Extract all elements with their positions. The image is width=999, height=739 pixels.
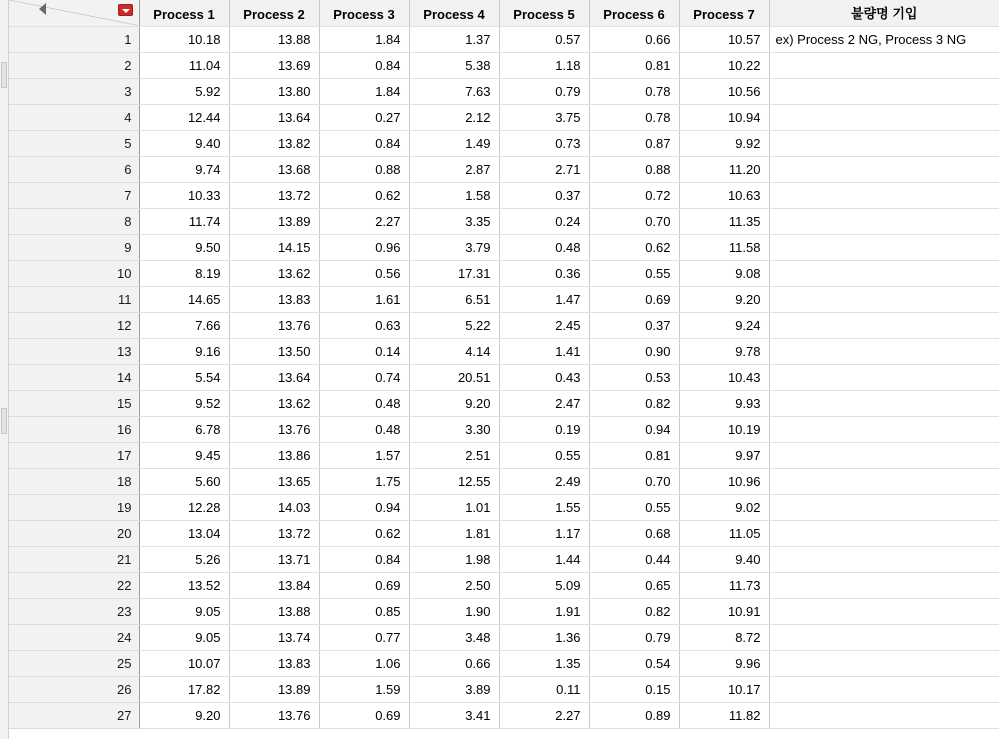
row-number-cell[interactable]: 13: [9, 338, 139, 364]
row-number-cell[interactable]: 10: [9, 260, 139, 286]
cell-process-1[interactable]: 9.74: [139, 156, 229, 182]
table-row[interactable]: [9, 130, 999, 156]
grid-body: [9, 26, 999, 728]
panel-resize-handle-top[interactable]: [1, 62, 7, 88]
cell-process-4[interactable]: 3.30: [409, 416, 499, 442]
grid-corner-cell[interactable]: [9, 0, 139, 26]
table-row[interactable]: [9, 260, 999, 286]
cell-process-4[interactable]: 20.51: [409, 364, 499, 390]
cell-process-3[interactable]: 0.62: [319, 182, 409, 208]
panel-resize-handle-bottom[interactable]: [1, 408, 7, 434]
cell-process-1[interactable]: 11.74: [139, 208, 229, 234]
cell-process-3[interactable]: 0.84: [319, 130, 409, 156]
cell-process-3[interactable]: 2.27: [319, 208, 409, 234]
cell-process-5[interactable]: 0.43: [499, 364, 589, 390]
cell-process-3[interactable]: 0.63: [319, 312, 409, 338]
cell-process-2[interactable]: 13.64: [229, 364, 319, 390]
cell-process-2[interactable]: 13.72: [229, 520, 319, 546]
table-row[interactable]: [9, 572, 999, 598]
cell-defect-note[interactable]: [769, 52, 999, 78]
cell-defect-note[interactable]: [769, 182, 999, 208]
cell-process-4[interactable]: 2.87: [409, 156, 499, 182]
cell-defect-note[interactable]: [769, 286, 999, 312]
cell-process-4[interactable]: 1.01: [409, 494, 499, 520]
cell-process-4[interactable]: 17.31: [409, 260, 499, 286]
cell-process-7[interactable]: 8.72: [679, 624, 769, 650]
data-grid: [9, 0, 999, 729]
cell-process-2[interactable]: 13.76: [229, 312, 319, 338]
cell-process-3[interactable]: 0.69: [319, 572, 409, 598]
column-header-process-6[interactable]: Process 6: [589, 0, 679, 26]
cell-process-6[interactable]: 0.70: [589, 208, 679, 234]
row-number-cell[interactable]: 24: [9, 624, 139, 650]
cell-process-2[interactable]: 14.15: [229, 234, 319, 260]
cell-process-6[interactable]: 0.69: [589, 286, 679, 312]
cell-process-7[interactable]: 10.56: [679, 78, 769, 104]
cell-process-4[interactable]: 1.81: [409, 520, 499, 546]
cell-process-7[interactable]: 10.91: [679, 598, 769, 624]
cell-defect-note[interactable]: [769, 598, 999, 624]
cell-process-6[interactable]: 0.90: [589, 338, 679, 364]
cell-process-5[interactable]: 1.17: [499, 520, 589, 546]
left-gutter-strip: [0, 0, 9, 739]
cell-defect-note[interactable]: [769, 364, 999, 390]
cell-process-1[interactable]: 9.40: [139, 130, 229, 156]
cell-process-7[interactable]: 10.94: [679, 104, 769, 130]
cell-process-1[interactable]: 9.20: [139, 702, 229, 728]
cell-process-3[interactable]: 1.06: [319, 650, 409, 676]
cell-process-7[interactable]: 10.17: [679, 676, 769, 702]
grid-header-row: [9, 0, 999, 26]
cell-defect-note[interactable]: [769, 702, 999, 728]
cell-process-7[interactable]: 9.24: [679, 312, 769, 338]
cell-process-2[interactable]: 13.62: [229, 390, 319, 416]
cell-defect-note[interactable]: [769, 338, 999, 364]
cell-process-4[interactable]: 1.49: [409, 130, 499, 156]
cell-process-4[interactable]: 1.90: [409, 598, 499, 624]
cell-process-4[interactable]: 3.48: [409, 624, 499, 650]
cell-process-5[interactable]: 5.09: [499, 572, 589, 598]
cell-process-2[interactable]: 13.71: [229, 546, 319, 572]
cell-defect-note[interactable]: ex) Process 2 NG, Process 3 NG: [769, 26, 999, 52]
cell-process-4[interactable]: 3.89: [409, 676, 499, 702]
cell-process-6[interactable]: 0.66: [589, 26, 679, 52]
row-number-cell[interactable]: 19: [9, 494, 139, 520]
cell-process-6[interactable]: 0.81: [589, 442, 679, 468]
cell-process-6[interactable]: 0.81: [589, 52, 679, 78]
cell-process-4[interactable]: 9.20: [409, 390, 499, 416]
cell-process-7[interactable]: 9.92: [679, 130, 769, 156]
cell-process-5[interactable]: 2.71: [499, 156, 589, 182]
cell-process-2[interactable]: 13.88: [229, 598, 319, 624]
cell-process-1[interactable]: 5.60: [139, 468, 229, 494]
cell-process-1[interactable]: 10.33: [139, 182, 229, 208]
cell-defect-note[interactable]: [769, 234, 999, 260]
cell-process-1[interactable]: 11.04: [139, 52, 229, 78]
table-row[interactable]: [9, 546, 999, 572]
cell-process-2[interactable]: 13.89: [229, 676, 319, 702]
cell-process-2[interactable]: 13.86: [229, 442, 319, 468]
row-number-cell[interactable]: 18: [9, 468, 139, 494]
row-number-cell[interactable]: 2: [9, 52, 139, 78]
cell-defect-note[interactable]: [769, 520, 999, 546]
cell-defect-note[interactable]: [769, 208, 999, 234]
cell-process-4[interactable]: 12.55: [409, 468, 499, 494]
cell-process-6[interactable]: 0.65: [589, 572, 679, 598]
table-row[interactable]: [9, 598, 999, 624]
cell-process-5[interactable]: 0.79: [499, 78, 589, 104]
cell-process-2[interactable]: 14.03: [229, 494, 319, 520]
cell-defect-note[interactable]: [769, 624, 999, 650]
cell-process-7[interactable]: 10.57: [679, 26, 769, 52]
cell-process-3[interactable]: 0.96: [319, 234, 409, 260]
cell-process-3[interactable]: 0.84: [319, 52, 409, 78]
cell-process-5[interactable]: 3.75: [499, 104, 589, 130]
cell-process-4[interactable]: 5.38: [409, 52, 499, 78]
table-row[interactable]: [9, 364, 999, 390]
row-number-cell[interactable]: 1: [9, 26, 139, 52]
cell-process-6[interactable]: 0.89: [589, 702, 679, 728]
table-row[interactable]: [9, 234, 999, 260]
cell-process-3[interactable]: 0.69: [319, 702, 409, 728]
cell-process-4[interactable]: 3.41: [409, 702, 499, 728]
table-row[interactable]: [9, 208, 999, 234]
cell-process-2[interactable]: 13.76: [229, 416, 319, 442]
cell-process-2[interactable]: 13.69: [229, 52, 319, 78]
cell-process-2[interactable]: 13.84: [229, 572, 319, 598]
cell-process-1[interactable]: 13.52: [139, 572, 229, 598]
row-number-cell[interactable]: 17: [9, 442, 139, 468]
row-number-cell[interactable]: 3: [9, 78, 139, 104]
cell-process-4[interactable]: 1.58: [409, 182, 499, 208]
cell-process-3[interactable]: 1.84: [319, 26, 409, 52]
cell-process-3[interactable]: 1.57: [319, 442, 409, 468]
table-row[interactable]: [9, 442, 999, 468]
cell-process-6[interactable]: 0.44: [589, 546, 679, 572]
cell-process-3[interactable]: 1.84: [319, 78, 409, 104]
row-number-cell[interactable]: 22: [9, 572, 139, 598]
cell-process-1[interactable]: 12.28: [139, 494, 229, 520]
cell-defect-note[interactable]: [769, 130, 999, 156]
cell-process-3[interactable]: 0.77: [319, 624, 409, 650]
cell-process-1[interactable]: 5.26: [139, 546, 229, 572]
cell-process-5[interactable]: 1.35: [499, 650, 589, 676]
cell-process-7[interactable]: 9.40: [679, 546, 769, 572]
cell-process-4[interactable]: 5.22: [409, 312, 499, 338]
cell-process-4[interactable]: 2.51: [409, 442, 499, 468]
cell-process-5[interactable]: 1.55: [499, 494, 589, 520]
row-number-cell[interactable]: 8: [9, 208, 139, 234]
cell-defect-note[interactable]: [769, 312, 999, 338]
cell-process-2[interactable]: 13.83: [229, 286, 319, 312]
cell-defect-note[interactable]: [769, 78, 999, 104]
table-row[interactable]: [9, 338, 999, 364]
cell-process-4[interactable]: 3.35: [409, 208, 499, 234]
cell-process-6[interactable]: 0.68: [589, 520, 679, 546]
cell-process-1[interactable]: 12.44: [139, 104, 229, 130]
cell-process-1[interactable]: 9.05: [139, 624, 229, 650]
cell-process-2[interactable]: 13.80: [229, 78, 319, 104]
row-number-cell[interactable]: 7: [9, 182, 139, 208]
column-header-process-3[interactable]: Process 3: [319, 0, 409, 26]
cell-process-3[interactable]: 0.85: [319, 598, 409, 624]
table-row[interactable]: [9, 494, 999, 520]
cell-process-3[interactable]: 0.48: [319, 390, 409, 416]
row-number-cell[interactable]: 4: [9, 104, 139, 130]
cell-defect-note[interactable]: [769, 156, 999, 182]
cell-process-3[interactable]: 0.94: [319, 494, 409, 520]
row-number-cell[interactable]: 12: [9, 312, 139, 338]
cell-process-2[interactable]: 13.82: [229, 130, 319, 156]
cell-process-1[interactable]: 9.16: [139, 338, 229, 364]
cell-process-7[interactable]: 9.96: [679, 650, 769, 676]
grid-header: [9, 0, 999, 26]
row-number-cell[interactable]: 9: [9, 234, 139, 260]
cell-process-3[interactable]: 0.88: [319, 156, 409, 182]
column-header-defect-note[interactable]: 불량명 기입: [769, 0, 999, 26]
cell-process-1[interactable]: 9.05: [139, 598, 229, 624]
cell-process-4[interactable]: 7.63: [409, 78, 499, 104]
cell-process-5[interactable]: 0.37: [499, 182, 589, 208]
cell-process-6[interactable]: 0.88: [589, 156, 679, 182]
table-row[interactable]: [9, 650, 999, 676]
table-row[interactable]: [9, 312, 999, 338]
cell-process-2[interactable]: 13.50: [229, 338, 319, 364]
cell-process-4[interactable]: 2.50: [409, 572, 499, 598]
triangle-left-icon[interactable]: [39, 3, 46, 15]
cell-process-1[interactable]: 9.52: [139, 390, 229, 416]
table-row[interactable]: [9, 286, 999, 312]
table-row[interactable]: [9, 104, 999, 130]
cell-process-7[interactable]: 10.63: [679, 182, 769, 208]
table-row[interactable]: [9, 182, 999, 208]
column-header-process-7[interactable]: Process 7: [679, 0, 769, 26]
cell-process-5[interactable]: 2.49: [499, 468, 589, 494]
cell-process-4[interactable]: 1.98: [409, 546, 499, 572]
cell-process-5[interactable]: 2.45: [499, 312, 589, 338]
cell-process-2[interactable]: 13.65: [229, 468, 319, 494]
cell-process-7[interactable]: 10.96: [679, 468, 769, 494]
table-row[interactable]: [9, 702, 999, 728]
column-header-process-2[interactable]: Process 2: [229, 0, 319, 26]
cell-defect-note[interactable]: [769, 104, 999, 130]
cell-process-7[interactable]: 9.02: [679, 494, 769, 520]
cell-process-7[interactable]: 11.05: [679, 520, 769, 546]
row-number-cell[interactable]: 11: [9, 286, 139, 312]
cell-process-1[interactable]: 10.07: [139, 650, 229, 676]
cell-defect-note[interactable]: [769, 494, 999, 520]
cell-process-5[interactable]: 0.55: [499, 442, 589, 468]
cell-process-6[interactable]: 0.62: [589, 234, 679, 260]
table-row[interactable]: [9, 52, 999, 78]
cell-process-6[interactable]: 0.94: [589, 416, 679, 442]
cell-process-2[interactable]: 13.68: [229, 156, 319, 182]
cell-process-7[interactable]: 11.73: [679, 572, 769, 598]
cell-process-1[interactable]: 8.19: [139, 260, 229, 286]
table-row[interactable]: [9, 156, 999, 182]
column-header-process-1[interactable]: Process 1: [139, 0, 229, 26]
column-header-process-4[interactable]: Process 4: [409, 0, 499, 26]
cell-process-6[interactable]: 0.87: [589, 130, 679, 156]
cell-process-3[interactable]: 0.48: [319, 416, 409, 442]
cell-process-2[interactable]: 13.74: [229, 624, 319, 650]
cell-process-7[interactable]: 10.22: [679, 52, 769, 78]
cell-process-7[interactable]: 11.82: [679, 702, 769, 728]
cell-process-3[interactable]: 0.84: [319, 546, 409, 572]
cell-process-7[interactable]: 9.93: [679, 390, 769, 416]
cell-process-5[interactable]: 1.41: [499, 338, 589, 364]
cell-defect-note[interactable]: [769, 572, 999, 598]
cell-process-6[interactable]: 0.79: [589, 624, 679, 650]
cell-process-1[interactable]: 5.92: [139, 78, 229, 104]
cell-defect-note[interactable]: [769, 416, 999, 442]
cell-process-6[interactable]: 0.53: [589, 364, 679, 390]
cell-process-2[interactable]: 13.64: [229, 104, 319, 130]
cell-process-3[interactable]: 0.74: [319, 364, 409, 390]
cell-process-6[interactable]: 0.54: [589, 650, 679, 676]
cell-process-1[interactable]: 13.04: [139, 520, 229, 546]
table-row[interactable]: [9, 520, 999, 546]
cell-defect-note[interactable]: [769, 468, 999, 494]
row-number-cell[interactable]: 27: [9, 702, 139, 728]
cell-process-5[interactable]: 0.73: [499, 130, 589, 156]
table-row[interactable]: [9, 416, 999, 442]
cell-defect-note[interactable]: [769, 390, 999, 416]
cell-process-5[interactable]: 1.18: [499, 52, 589, 78]
cell-process-5[interactable]: 1.36: [499, 624, 589, 650]
cell-process-2[interactable]: 13.83: [229, 650, 319, 676]
cell-process-1[interactable]: 14.65: [139, 286, 229, 312]
cell-process-7[interactable]: 11.20: [679, 156, 769, 182]
cell-process-6[interactable]: 0.55: [589, 494, 679, 520]
cell-process-5[interactable]: 0.48: [499, 234, 589, 260]
cell-process-5[interactable]: 0.57: [499, 26, 589, 52]
table-row[interactable]: [9, 390, 999, 416]
cell-process-5[interactable]: 1.91: [499, 598, 589, 624]
cell-process-2[interactable]: 13.89: [229, 208, 319, 234]
cell-process-6[interactable]: 0.15: [589, 676, 679, 702]
cell-process-6[interactable]: 0.78: [589, 78, 679, 104]
cell-process-5[interactable]: 1.47: [499, 286, 589, 312]
cell-process-3[interactable]: 1.59: [319, 676, 409, 702]
cell-process-2[interactable]: 13.72: [229, 182, 319, 208]
row-number-cell[interactable]: 21: [9, 546, 139, 572]
cell-defect-note[interactable]: [769, 676, 999, 702]
cell-defect-note[interactable]: [769, 442, 999, 468]
table-row[interactable]: [9, 624, 999, 650]
cell-process-6[interactable]: 0.82: [589, 598, 679, 624]
cell-process-6[interactable]: 0.37: [589, 312, 679, 338]
cell-defect-note[interactable]: [769, 260, 999, 286]
row-number-cell[interactable]: 5: [9, 130, 139, 156]
cell-process-1[interactable]: 9.50: [139, 234, 229, 260]
cell-process-2[interactable]: 13.88: [229, 26, 319, 52]
cell-process-7[interactable]: 9.97: [679, 442, 769, 468]
cell-process-5[interactable]: 1.44: [499, 546, 589, 572]
table-row[interactable]: [9, 676, 999, 702]
cell-process-1[interactable]: 5.54: [139, 364, 229, 390]
row-number-cell[interactable]: 14: [9, 364, 139, 390]
cell-process-6[interactable]: 0.78: [589, 104, 679, 130]
cell-process-3[interactable]: 0.14: [319, 338, 409, 364]
cell-process-7[interactable]: 9.08: [679, 260, 769, 286]
row-number-cell[interactable]: 26: [9, 676, 139, 702]
cell-process-2[interactable]: 13.76: [229, 702, 319, 728]
cell-process-5[interactable]: 0.19: [499, 416, 589, 442]
cell-process-1[interactable]: 7.66: [139, 312, 229, 338]
cell-process-7[interactable]: 9.20: [679, 286, 769, 312]
cell-process-6[interactable]: 0.72: [589, 182, 679, 208]
row-number-cell[interactable]: 23: [9, 598, 139, 624]
cell-process-1[interactable]: 10.18: [139, 26, 229, 52]
table-row[interactable]: [9, 78, 999, 104]
cell-process-3[interactable]: 0.62: [319, 520, 409, 546]
table-row[interactable]: [9, 26, 999, 52]
cell-process-3[interactable]: 0.56: [319, 260, 409, 286]
cell-process-5[interactable]: 0.24: [499, 208, 589, 234]
cell-process-1[interactable]: 9.45: [139, 442, 229, 468]
cell-process-5[interactable]: 0.36: [499, 260, 589, 286]
cell-defect-note[interactable]: [769, 650, 999, 676]
row-number-cell[interactable]: 20: [9, 520, 139, 546]
cell-defect-note[interactable]: [769, 546, 999, 572]
row-number-cell[interactable]: 15: [9, 390, 139, 416]
row-number-cell[interactable]: 25: [9, 650, 139, 676]
cell-process-6[interactable]: 0.82: [589, 390, 679, 416]
cell-process-5[interactable]: 2.47: [499, 390, 589, 416]
cell-process-3[interactable]: 1.61: [319, 286, 409, 312]
cell-process-6[interactable]: 0.55: [589, 260, 679, 286]
cell-process-7[interactable]: 11.35: [679, 208, 769, 234]
cell-process-4[interactable]: 6.51: [409, 286, 499, 312]
cell-process-4[interactable]: 0.66: [409, 650, 499, 676]
cell-process-7[interactable]: 10.19: [679, 416, 769, 442]
cell-process-3[interactable]: 1.75: [319, 468, 409, 494]
cell-process-4[interactable]: 4.14: [409, 338, 499, 364]
row-number-cell[interactable]: 16: [9, 416, 139, 442]
cell-process-2[interactable]: 13.62: [229, 260, 319, 286]
cell-process-7[interactable]: 11.58: [679, 234, 769, 260]
cell-process-1[interactable]: 17.82: [139, 676, 229, 702]
cell-process-5[interactable]: 0.11: [499, 676, 589, 702]
cell-process-7[interactable]: 9.78: [679, 338, 769, 364]
table-row[interactable]: [9, 468, 999, 494]
cell-process-7[interactable]: 10.43: [679, 364, 769, 390]
cell-process-4[interactable]: 1.37: [409, 26, 499, 52]
cell-process-4[interactable]: 3.79: [409, 234, 499, 260]
cell-process-6[interactable]: 0.70: [589, 468, 679, 494]
columns-menu-icon[interactable]: [118, 4, 133, 16]
cell-process-1[interactable]: 6.78: [139, 416, 229, 442]
row-number-cell[interactable]: 6: [9, 156, 139, 182]
cell-process-5[interactable]: 2.27: [499, 702, 589, 728]
column-header-process-5[interactable]: Process 5: [499, 0, 589, 26]
cell-process-4[interactable]: 2.12: [409, 104, 499, 130]
cell-process-3[interactable]: 0.27: [319, 104, 409, 130]
